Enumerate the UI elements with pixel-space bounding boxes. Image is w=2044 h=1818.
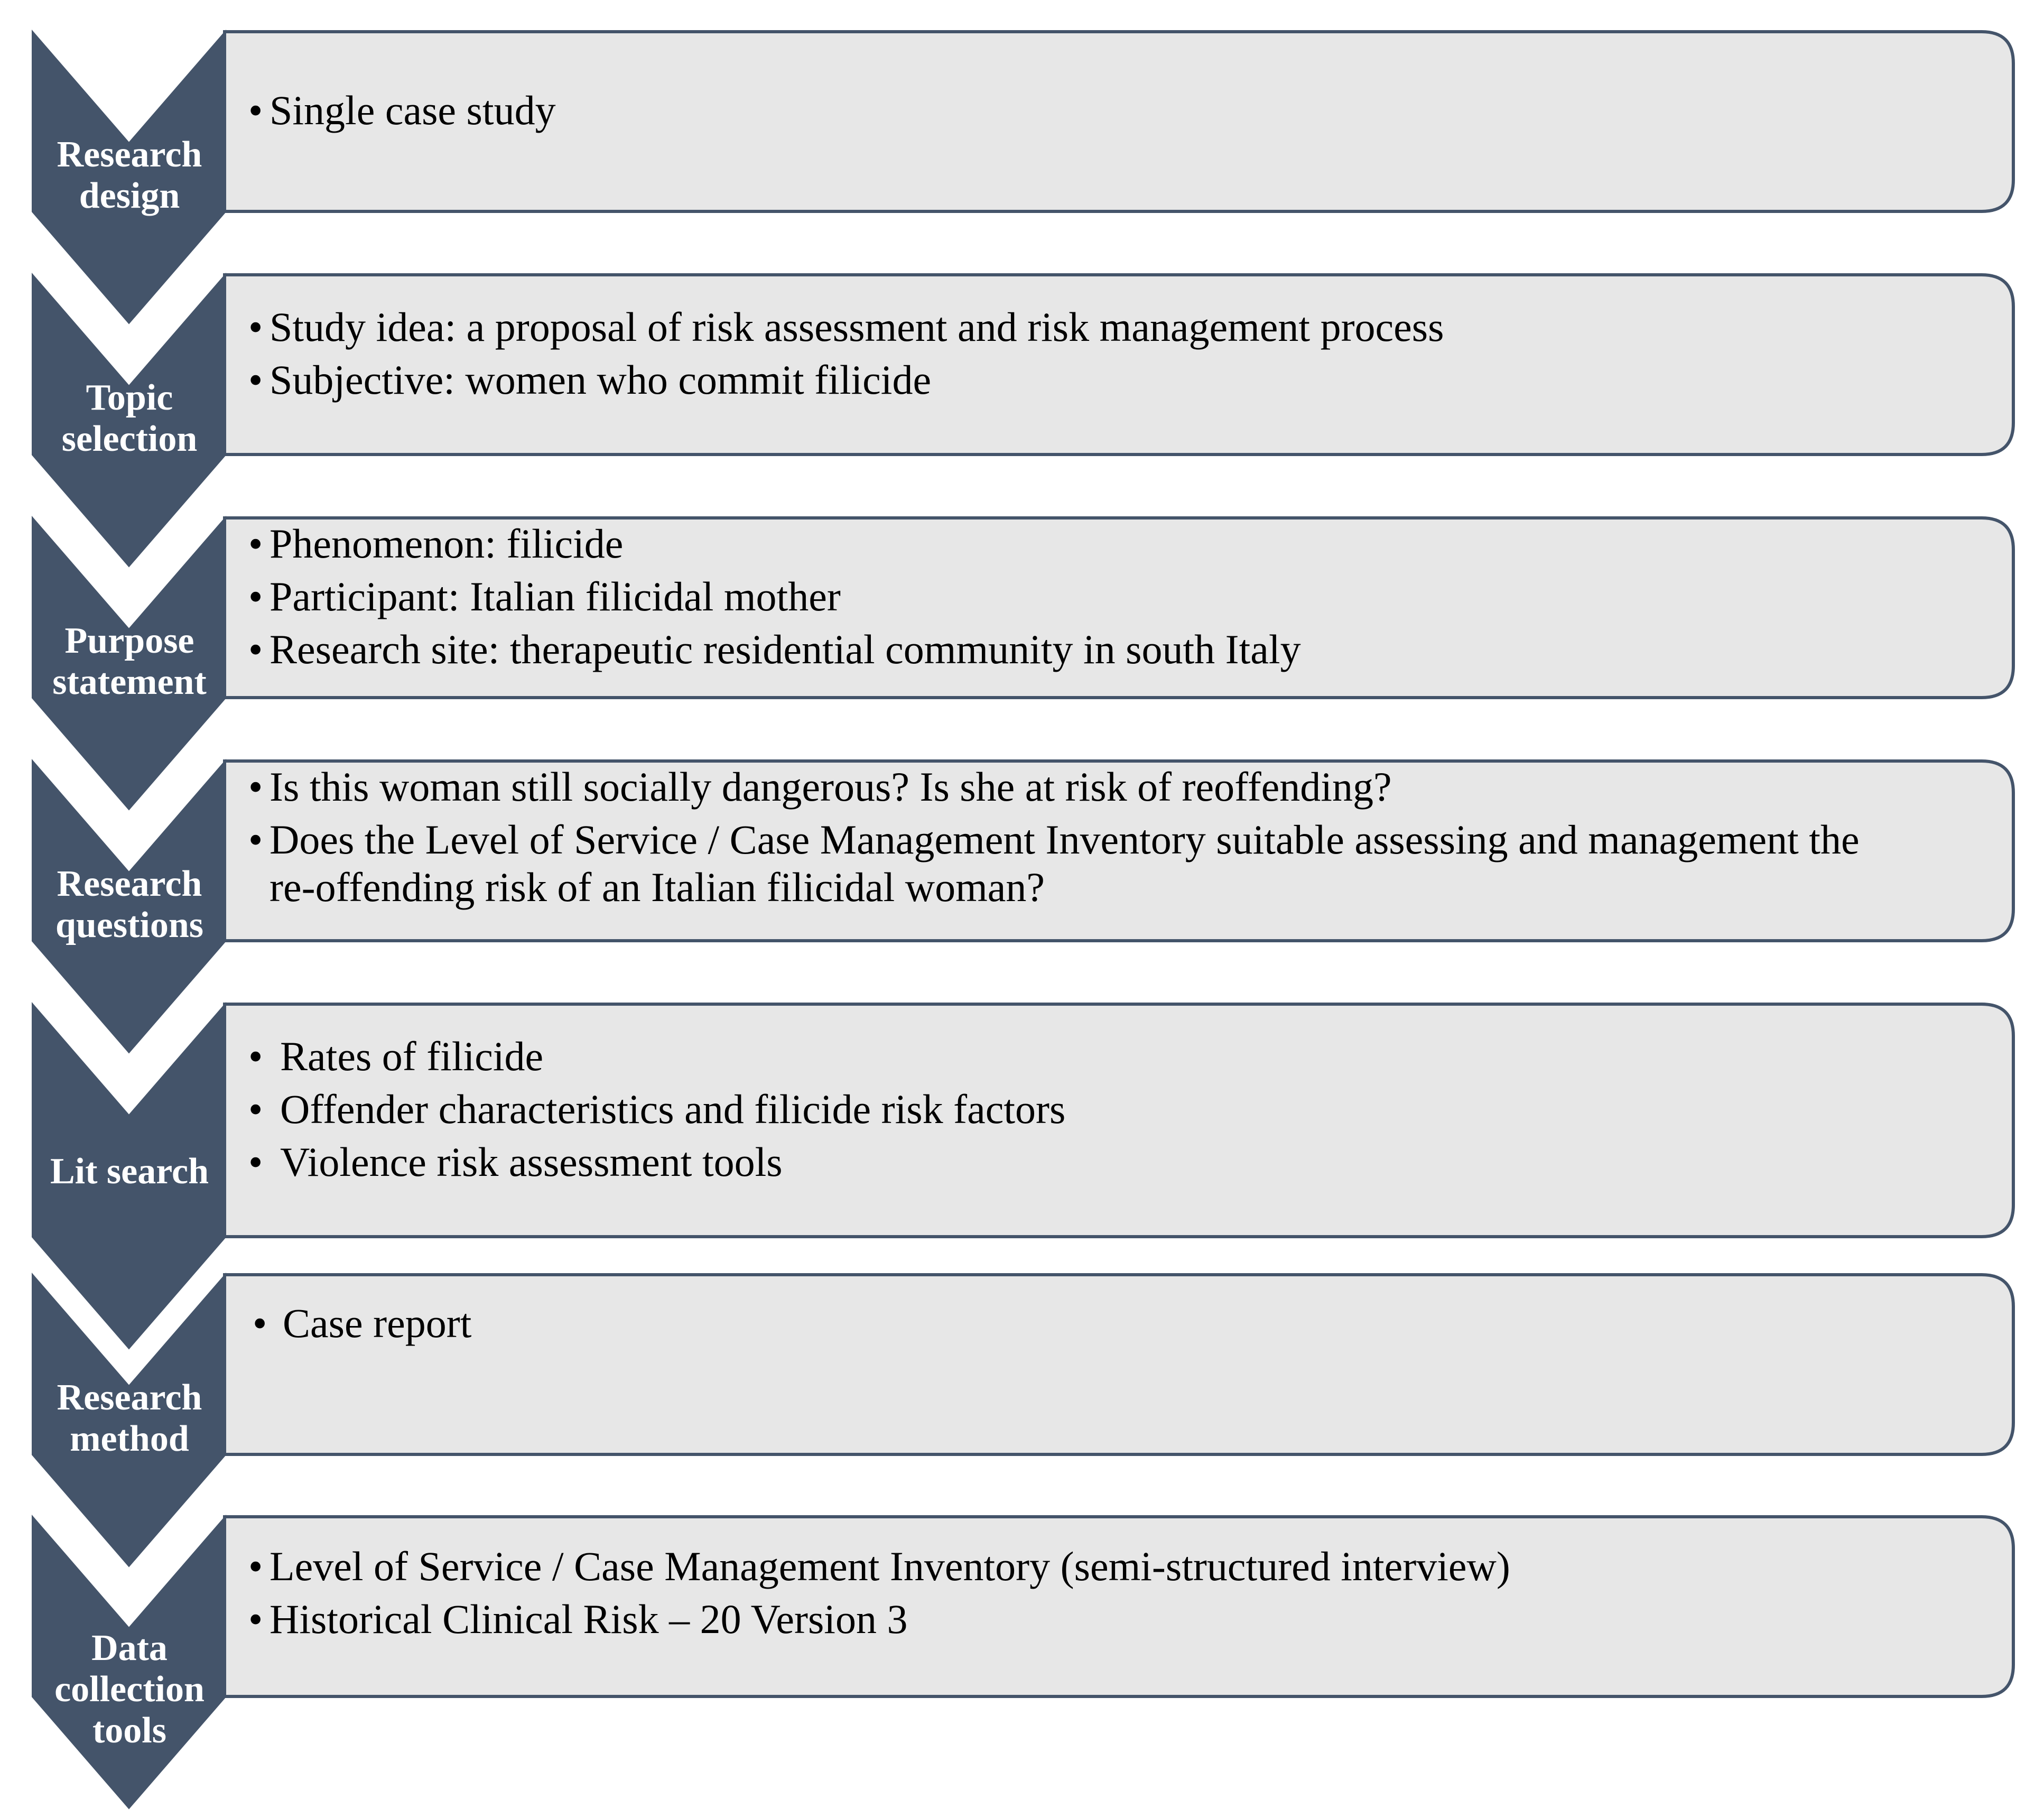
step-label-line: statement xyxy=(52,662,207,702)
bullet-item-line: Case report xyxy=(283,1300,472,1346)
bullet-icon: • xyxy=(248,357,263,403)
bullet-item-line: Offender characteristics and filicide risk factors xyxy=(280,1086,1066,1132)
bullet-item-line: Single case study xyxy=(270,87,556,133)
bullet-item xyxy=(270,573,841,619)
bullet-icon: • xyxy=(248,1033,263,1079)
flow-step xyxy=(32,1515,2013,1810)
bullet-item xyxy=(280,1086,1065,1132)
step-label-line: tools xyxy=(92,1710,166,1751)
bullet-item xyxy=(270,1596,907,1642)
step-label-line: Research xyxy=(57,864,202,904)
bullet-item-line: Violence risk assessment tools xyxy=(280,1139,783,1185)
step-label-line: questions xyxy=(55,905,204,945)
bullet-item xyxy=(270,764,1392,810)
bullet-item xyxy=(270,304,1444,350)
bullet-item xyxy=(270,521,623,567)
bullet-item xyxy=(280,1033,543,1079)
step-label-line: method xyxy=(70,1418,189,1459)
bullet-item-line: Level of Service / Case Management Inventory (semi-structured interview) xyxy=(270,1543,1510,1589)
bullet-icon: • xyxy=(248,573,263,619)
bullet-icon: • xyxy=(248,1086,263,1132)
bullet-icon: • xyxy=(248,1596,263,1642)
bullet-item-line: Is this woman still socially dangerous? Is she at risk of reoffending? xyxy=(270,764,1392,810)
bullet-icon: • xyxy=(248,1543,263,1589)
step-label-line: Research xyxy=(57,1377,202,1418)
bullet-item xyxy=(270,626,1301,672)
bullet-item xyxy=(280,1139,783,1185)
bullet-item-line: Rates of filicide xyxy=(280,1033,544,1079)
bullet-item-line: Subjective: women who commit filicide xyxy=(270,357,932,403)
step-label-line: Lit search xyxy=(50,1151,209,1192)
bullet-item xyxy=(270,1543,1510,1589)
bullet-item-line: Research site: therapeutic residential community in south Italy xyxy=(270,626,1301,672)
bullet-item xyxy=(283,1300,472,1346)
bullet-icon: • xyxy=(248,817,263,862)
bullet-item xyxy=(270,357,931,403)
bullet-icon: • xyxy=(248,521,263,567)
bullet-item xyxy=(270,87,556,133)
step-label-line: Purpose xyxy=(64,620,194,661)
bullet-icon: • xyxy=(248,626,263,672)
bullet-item-line: re-offending risk of an Italian filicidal woman? xyxy=(270,864,1045,910)
bullet-item-line: Historical Clinical Risk – 20 Version 3 xyxy=(270,1596,908,1642)
content-box xyxy=(225,1275,2013,1454)
step-label xyxy=(57,1377,202,1459)
step-label xyxy=(50,1151,209,1192)
step-label-line: selection xyxy=(61,419,198,459)
bullet-icon: • xyxy=(248,87,263,133)
step-label-line: Research xyxy=(57,134,202,175)
bullet-icon: • xyxy=(248,304,263,350)
step-label xyxy=(55,864,203,945)
bullet-item-line: Study idea: a proposal of risk assessment and risk management process xyxy=(270,304,1444,350)
bullet-icon: • xyxy=(248,764,263,810)
bullet-icon: • xyxy=(253,1300,267,1346)
step-label-line: design xyxy=(79,175,180,216)
step-label xyxy=(52,620,207,702)
step-label-line: Topic xyxy=(86,377,173,418)
step-label-line: Data xyxy=(91,1628,168,1668)
bullet-icon: • xyxy=(248,1139,263,1185)
bullet-item-line: Does the Level of Service / Case Management Inventory suitable assessing and management the xyxy=(270,817,1860,862)
step-label-line: collection xyxy=(54,1669,205,1710)
bullet-item-line: Phenomenon: filicide xyxy=(270,521,624,567)
bullet-item-line: Participant: Italian filicidal mother xyxy=(270,573,841,619)
